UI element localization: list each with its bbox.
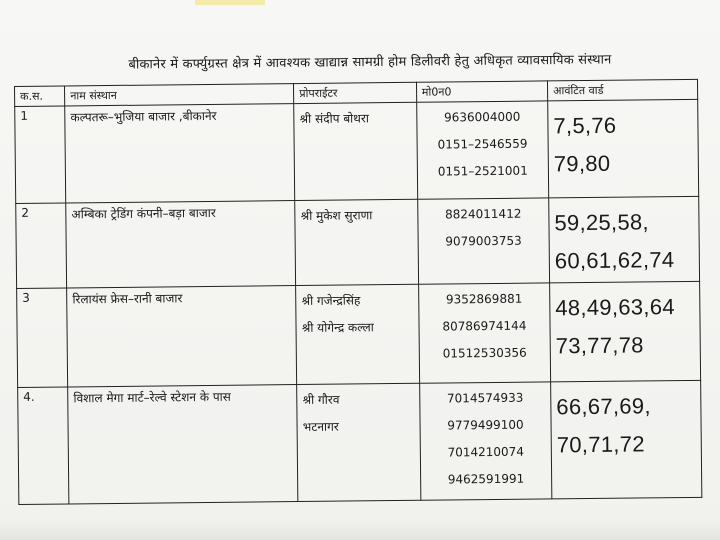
table-row [17, 281, 701, 387]
phone-number: 9079003753 [445, 233, 522, 249]
header-wards: आवंटित वार्ड [547, 79, 697, 101]
cell-sn [17, 288, 68, 388]
header-mobile: मो0न0 [416, 81, 547, 102]
sn-value: 4. [23, 389, 35, 404]
ward-numbers: 70,71,72 [556, 431, 645, 458]
header-proprietor: प्रोपराईटर [294, 82, 417, 103]
cell-name [67, 286, 297, 387]
cell-proprietor [295, 199, 418, 285]
cell-wards [548, 99, 699, 198]
phone-number: 9779499100 [447, 417, 524, 433]
sn-value: 3 [22, 290, 30, 305]
ward-numbers: 73,77,78 [555, 332, 644, 359]
ward-numbers: 7,5,76 [553, 112, 617, 139]
phone-number: 01512530356 [442, 345, 527, 361]
document-title: बीकानेर में कर्फ्युग्रस्त क्षेत्र में आवश्यक खाद्यान्न सामग्री होम डिलीवरी हेतु अधिकृत व्यावसायिक संस्थान [128, 52, 612, 73]
phone-number: 0151–2546559 [437, 136, 528, 152]
cell-wards [551, 380, 702, 499]
cell-name [65, 104, 295, 203]
proprietor-name: श्री संदीप बोथरा [299, 111, 370, 127]
ward-numbers: 79,80 [553, 150, 611, 177]
cell-mobile [417, 101, 549, 199]
ward-numbers: 66,67,69, [556, 393, 651, 420]
cell-sn [15, 106, 66, 204]
phone-number: 0151–2521001 [437, 163, 528, 179]
ward-numbers: 48,49,63,64 [555, 294, 675, 321]
proprietor-name: भटनागर [302, 419, 339, 434]
cell-wards [549, 196, 700, 283]
proprietor-name: श्री गजेन्द्रसिंह [301, 293, 361, 309]
outlet-name: कल्पतरू–भुजिया बाजार ,बीकानेर [70, 108, 217, 125]
cell-mobile [418, 198, 550, 284]
outlet-name: अम्बिका ट्रेडिंग कंपनी–बड़ा बाजार [71, 205, 216, 222]
cell-proprietor [296, 284, 420, 384]
phone-number: 8824011412 [444, 206, 522, 222]
table-row [16, 196, 700, 288]
cell-sn [16, 203, 67, 289]
proprietor-name: श्री मुकेश सुराणा [300, 208, 373, 224]
proprietor-name: श्री गौरव [302, 392, 340, 407]
outlet-name: रिलायंस फ्रेस–रानी बाजार [72, 291, 183, 307]
page-shadow [0, 520, 720, 540]
header-sn: क.स. [15, 86, 65, 107]
phone-number: 9352869881 [445, 291, 523, 307]
table-row [15, 99, 699, 203]
cell-proprietor [294, 102, 418, 200]
sn-value: 1 [20, 108, 29, 123]
phone-number: 80786974144 [442, 318, 527, 334]
phone-number: 7014574933 [446, 390, 524, 406]
outlet-name: विशाल मेगा मार्ट–रेल्वे स्टेशन के पास [73, 389, 231, 406]
proprietor-name: श्री योगेन्द्र कल्ला [301, 320, 374, 335]
phone-number: 9636004000 [443, 109, 521, 125]
cell-name [66, 201, 296, 288]
phone-number: 9462591991 [447, 471, 525, 487]
cell-wards [550, 281, 701, 382]
header-name: नाम संस्थान [65, 84, 294, 106]
cell-name [68, 385, 298, 504]
cell-mobile [419, 382, 551, 500]
tape-strip [195, 0, 265, 5]
cell-mobile [418, 283, 550, 383]
cell-proprietor [297, 383, 421, 501]
outlets-table [14, 79, 702, 505]
table-row [18, 380, 702, 504]
ward-numbers: 59,25,58, [554, 209, 650, 236]
ward-numbers: 60,61,62,74 [554, 247, 675, 274]
sn-value: 2 [21, 205, 30, 220]
phone-number: 7014210074 [447, 444, 524, 460]
cell-sn [18, 387, 69, 505]
